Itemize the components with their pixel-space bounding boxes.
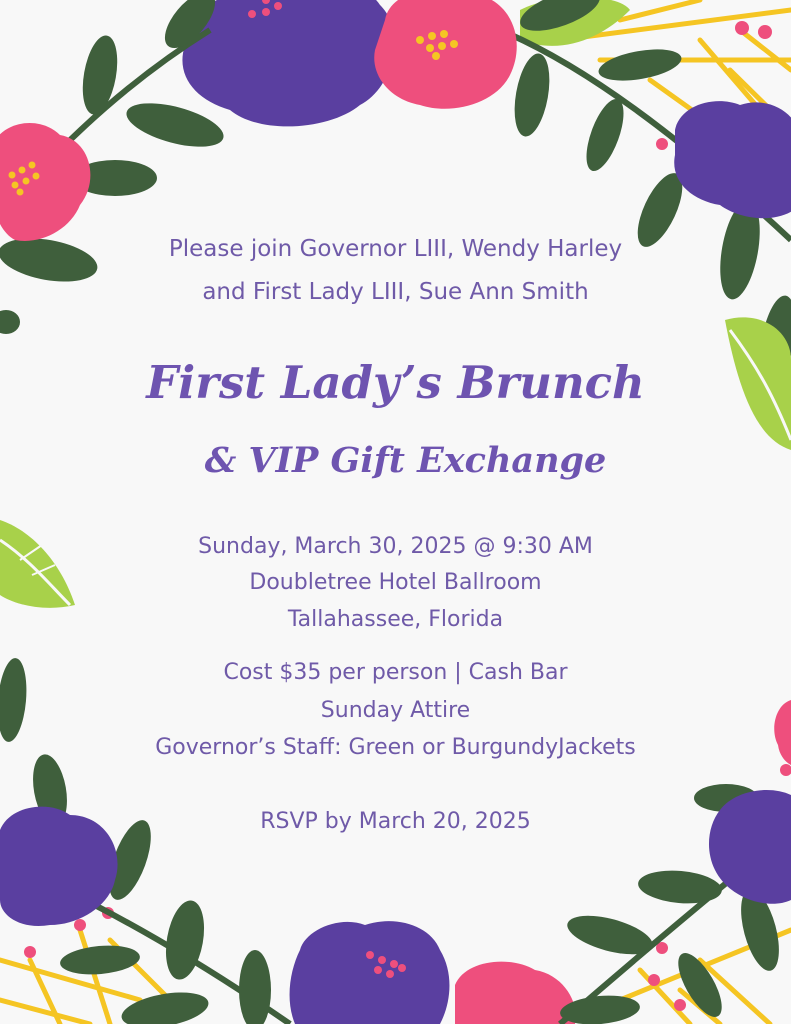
staff-note: Governor’s Staff: Green or BurgundyJackets [155,735,636,760]
rsvp: RSVP by March 20, 2025 [260,809,531,834]
cost: Cost $35 per person | Cash Bar [223,660,568,685]
intro-line-2: and First Lady LIII, Sue Ann Smith [202,279,589,305]
event-title: First Lady’s Brunch [146,356,645,409]
attire: Sunday Attire [320,698,471,723]
intro-line-1: Please join Governor LIII, Wendy Harley [168,236,623,262]
event-subtitle: & VIP Gift Exchange [204,440,607,481]
city: Tallahassee, Florida [287,607,504,632]
venue: Doubletree Hotel Ballroom [249,570,542,595]
date-time: Sunday, March 30, 2025 @ 9:30 AM [198,534,593,559]
